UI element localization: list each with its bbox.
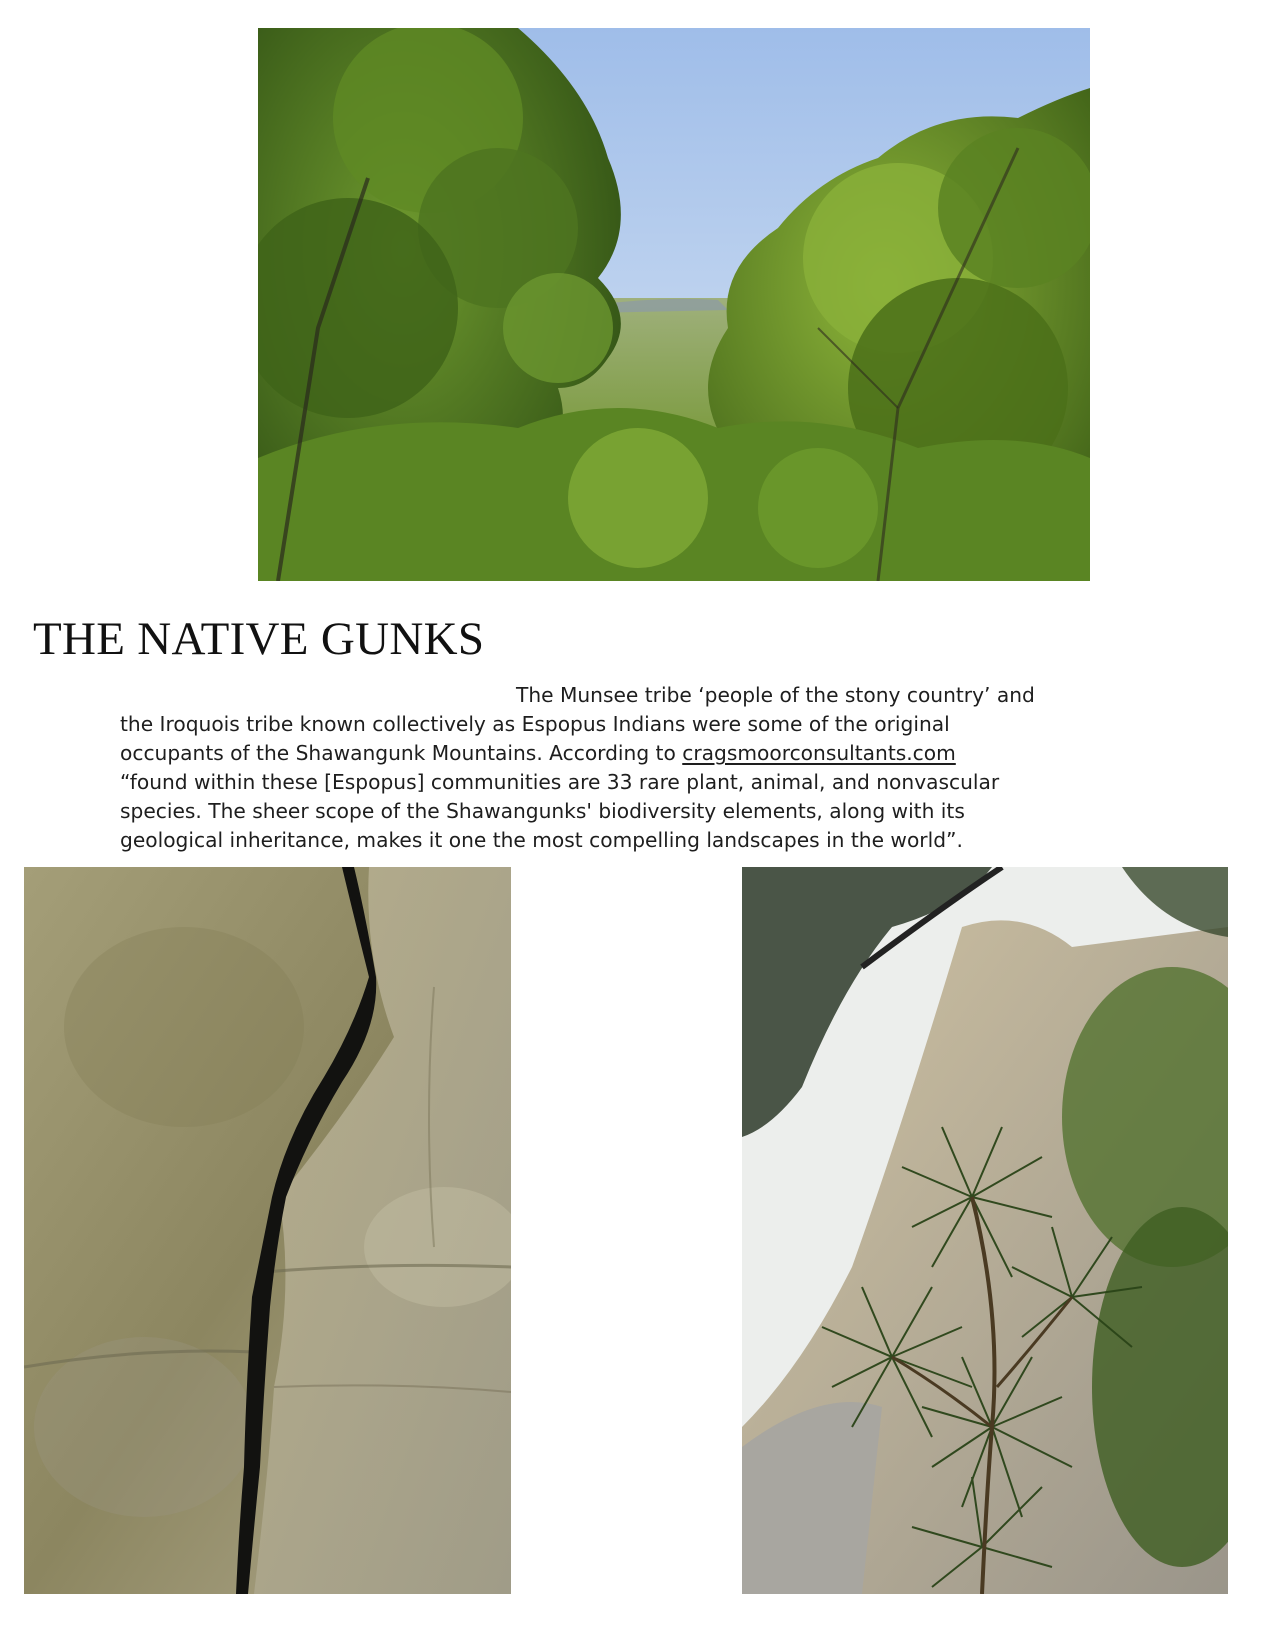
body-line: the Iroquois tribe known collectively as Espopus Indians were some of the original (120, 712, 950, 736)
body-line: “found within these [Espopus] communities are 33 rare plant, animal, and nonvascular (120, 770, 1000, 794)
article-body (120, 681, 1080, 855)
body-line (120, 739, 1080, 768)
body-line: species. The sheer scope of the Shawangunks' biodiversity elements, along with its (120, 799, 965, 823)
body-line: The Munsee tribe ‘people of the stony country’ and (516, 683, 1035, 707)
body-line-text: occupants of the Shawangunk Mountains. According to (120, 741, 683, 765)
forest-valley-overlook-photo (258, 28, 1090, 581)
source-link[interactable]: cragsmoorconsultants.com (682, 741, 956, 765)
pine-branch-cliff-photo (742, 867, 1228, 1594)
body-line: geological inheritance, makes it one the most compelling landscapes in the world”. (120, 828, 963, 852)
page-title: THE NATIVE GUNKS (33, 613, 485, 665)
rock-crack-photo (24, 867, 511, 1594)
